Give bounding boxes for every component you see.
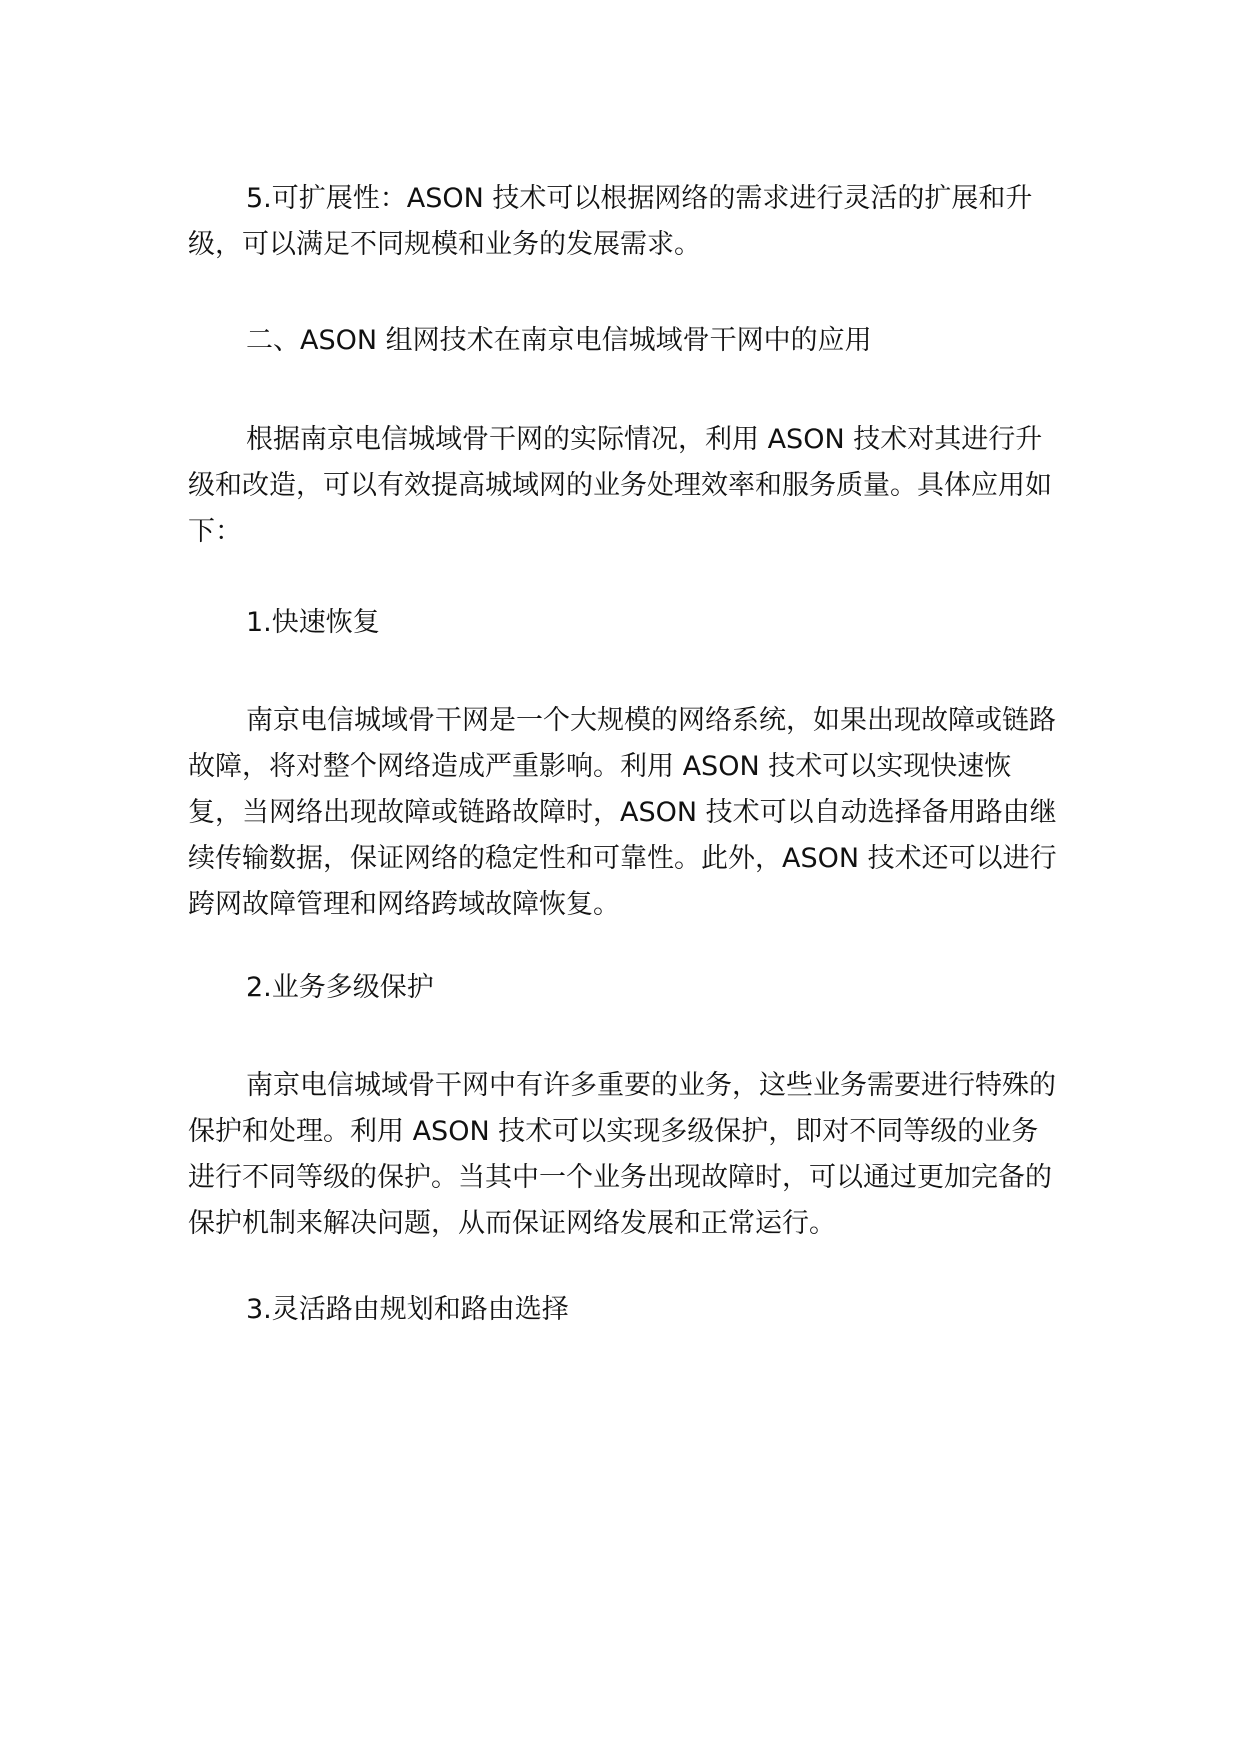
paragraph-multilevel-protection: 南京电信城域骨干网中有许多重要的业务，这些业务需要进行特殊的保护和处理。利用 ASON 技术可以实现多级保护，即对不同等级的业务进行不同等级的保护。当其中一个业务出现故障时，可以通过更加完备的保护机制来解决问题，从而保证网络发展和正常运行。 <box>188 1070 1056 1239</box>
subheading-fast-recovery: 1.快速恢复 <box>246 607 380 638</box>
subheading-multilevel-protection: 2.业务多级保护 <box>246 972 434 1003</box>
paragraph-fast-recovery: 南京电信城域骨干网是一个大规模的网络系统，如果出现故障或链路故障，将对整个网络造成严重影响。利用 ASON 技术可以实现快速恢复，当网络出现故障或链路故障时，ASON 技术可以自动选择备用路由继续传输数据，保证网络的稳定性和可靠性。此外，ASON 技术还可以进行跨网故障管理和网络跨域故障恢复。 <box>188 705 1057 920</box>
paragraph-scalability: 5.可扩展性：ASON 技术可以根据网络的需求进行灵活的扩展和升级，可以满足不同规模和业务的发展需求。 <box>188 183 1033 260</box>
paragraph-application-intro: 根据南京电信城域骨干网的实际情况，利用 ASON 技术对其进行升级和改造，可以有效提高城域网的业务处理效率和服务质量。具体应用如下： <box>188 424 1052 547</box>
subheading-flexible-routing: 3.灵活路由规划和路由选择 <box>246 1294 569 1325</box>
section-heading-application: 二、ASON 组网技术在南京电信城域骨干网中的应用 <box>246 325 872 356</box>
